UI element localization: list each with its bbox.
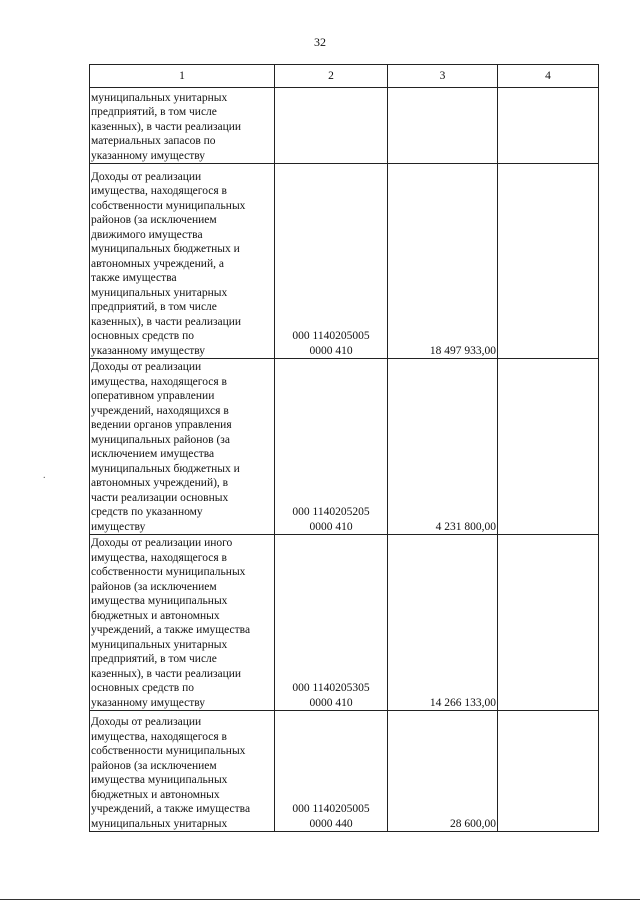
row-name: Доходы от реализации имущества, находящегося в собственности муниципальных районов (за исключением имущества муниципальных бюджетных и автономных учреждений, а также имущества муниципальных унитарных [90, 711, 275, 832]
column-header-2: 2 [275, 65, 388, 88]
row-code: 000 1140205305 0000 410 [275, 535, 388, 711]
column-header-3: 3 [388, 65, 498, 88]
row-col4 [498, 164, 599, 359]
row-amount: 4 231 800,00 [388, 359, 498, 535]
row-col4 [498, 88, 599, 164]
row-code: 000 1140205205 0000 410 [275, 359, 388, 535]
row-amount [388, 88, 498, 164]
row-name: Доходы от реализации иного имущества, находящегося в собственности муниципальных районов (за исключением имущества муниципальных бюджетных и автономных учреждений, а также имущества муниципальных унитарных предприятий, в том числе казенных), в части реализации основных средств по указанному имуществу [90, 535, 275, 711]
row-name: Доходы от реализации имущества, находящегося в оперативном управлении учреждений, находящихся в ведении органов управления муниципальных районов (за исключением имущества муниципальных бюджетных и автономных учреждений), в части реализации основных средств по указанному имуществу [90, 359, 275, 535]
table-row [90, 164, 599, 359]
page-number: 32 [314, 35, 326, 49]
bottom-rule [0, 899, 640, 900]
row-amount: 14 266 133,00 [388, 535, 498, 711]
row-name: муниципальных унитарных предприятий, в том числе казенных), в части реализации материальных запасов по указанному имуществу [90, 88, 275, 164]
row-col4 [498, 711, 599, 832]
row-col4 [498, 535, 599, 711]
margin-mark: . [43, 470, 46, 481]
row-amount: 18 497 933,00 [388, 164, 498, 359]
revenue-table [89, 64, 599, 832]
column-header-4: 4 [498, 65, 599, 88]
table-row [90, 359, 599, 535]
row-code [275, 88, 388, 164]
row-name: Доходы от реализации имущества, находящегося в собственности муниципальных районов (за исключением движимого имущества муниципальных бюджетных и автономных учреждений, а также имущества муниципальных унитарных предприятий, в том числе казенных), в части реализации основных средств по указанному имуществу [90, 164, 275, 359]
row-amount: 28 600,00 [388, 711, 498, 832]
table-row [90, 711, 599, 832]
row-code: 000 1140205005 0000 410 [275, 164, 388, 359]
column-header-1: 1 [90, 65, 275, 88]
row-col4 [498, 359, 599, 535]
row-code: 000 1140205005 0000 440 [275, 711, 388, 832]
table-header-row [90, 65, 599, 88]
table-row [90, 88, 599, 164]
table-row [90, 535, 599, 711]
